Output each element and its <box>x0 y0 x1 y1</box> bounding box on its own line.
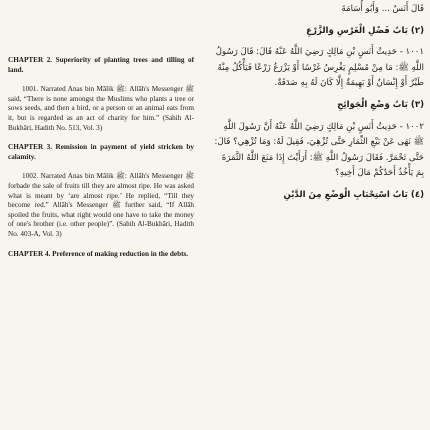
arabic-chapter-3: (٣) بَابُ وَضْعِ الْجَوَائِحِ <box>337 99 424 110</box>
arabic-chapter-4: (٤) بَابُ اسْتِحْبَابِ الْوَضْعِ مِنَ الدَّيْنِ <box>283 189 424 200</box>
arabic-chapter-2: (٢) بَابُ فَضْلِ الْغَرْسِ وَالزَّرْعِ <box>306 25 424 36</box>
hadith-1001-en: 1001. Narrated Anas bin Mālik ﷺ: Allāh's Messenger ﷺ said, “There is none amongst the Muslims who plants a tree or sows seeds, and then a bird, or a person or an animal eats from it, but is regarded as an act of charity for him.” (Sahih Al-Bukhāri, Hadith No. 513, Vol. 3) <box>8 85 194 132</box>
chapter-2-heading: CHAPTER 2. Superiority of planting trees and tilling of land. <box>8 56 194 74</box>
hadith-1001-ar: ١٠٠١ - حَدِيثُ أَنَسٍ بْنِ مَالِكٍ رَضِيَ اللَّهُ عَنْهُ قَالَ: قَالَ رَسُولُ اللَّهِ ﷺ: مَا مِنْ مُسْلِمٍ يَغْرِسُ غَرْسًا أَوْ يَزْرَعُ زَرْعًا فَيَأْكُلُ مِنْهُ طَيْرٌ أَوْ إِنْسَانٌ أَوْ بَهِيمَةٌ إِلَّا كَانَ لَهُ بِهِ صَدَقَةٌ. <box>215 47 424 89</box>
arabic-top-line: قَالَ أَنَسٌ ... وَأَبُو أُسَامَةَ <box>341 4 424 14</box>
hadith-1002-ar: ١٠٠٢ - حَدِيثُ أَنَسٍ بْنِ مَالِكٍ رَضِيَ اللَّهُ عَنْهُ أَنَّ رَسُولَ اللَّهِ ﷺ نَهَى عَنْ بَيْعِ الثِّمَارِ حَتَّى تُزْهِيَ، فَقِيلَ لَهُ: وَمَا تُزْهِي؟ قَالَ: حَتَّى تَحْمَرَّ. فَقَالَ رَسُولُ اللَّهِ ﷺ: أَرَأَيْتَ إِذَا مَنَعَ اللَّهُ الثَّمَرَةَ بِمَ يَأْخُذُ أَحَدُكُمْ مَالَ أَخِيهِ؟ <box>214 121 424 179</box>
chapter-3-heading: CHAPTER 3. Remission in payment of yield stricken by calamity. <box>8 143 194 161</box>
hadith-1002-en: 1002. Narrated Anas bin Mālik ﷺ: Allāh's Messenger ﷺ forbade the sale of fruits till they are almost ripe. He was asked what is meant by ‘are almost ripe.’ He replied, “Till they become red.” Allāh's Messenger ﷺ further said, “If Allāh spoiled the fruits, what right would one have to take the money of one's brother (i.e. other people)”. (Sahih Al-Bukhāri, Hadith No. 403-A, Vol. 3) <box>8 172 194 238</box>
english-column <box>8 56 194 263</box>
chapter-4-heading: CHAPTER 4. Preference of making reduction in the debts. <box>8 249 189 258</box>
arabic-column <box>214 2 424 210</box>
